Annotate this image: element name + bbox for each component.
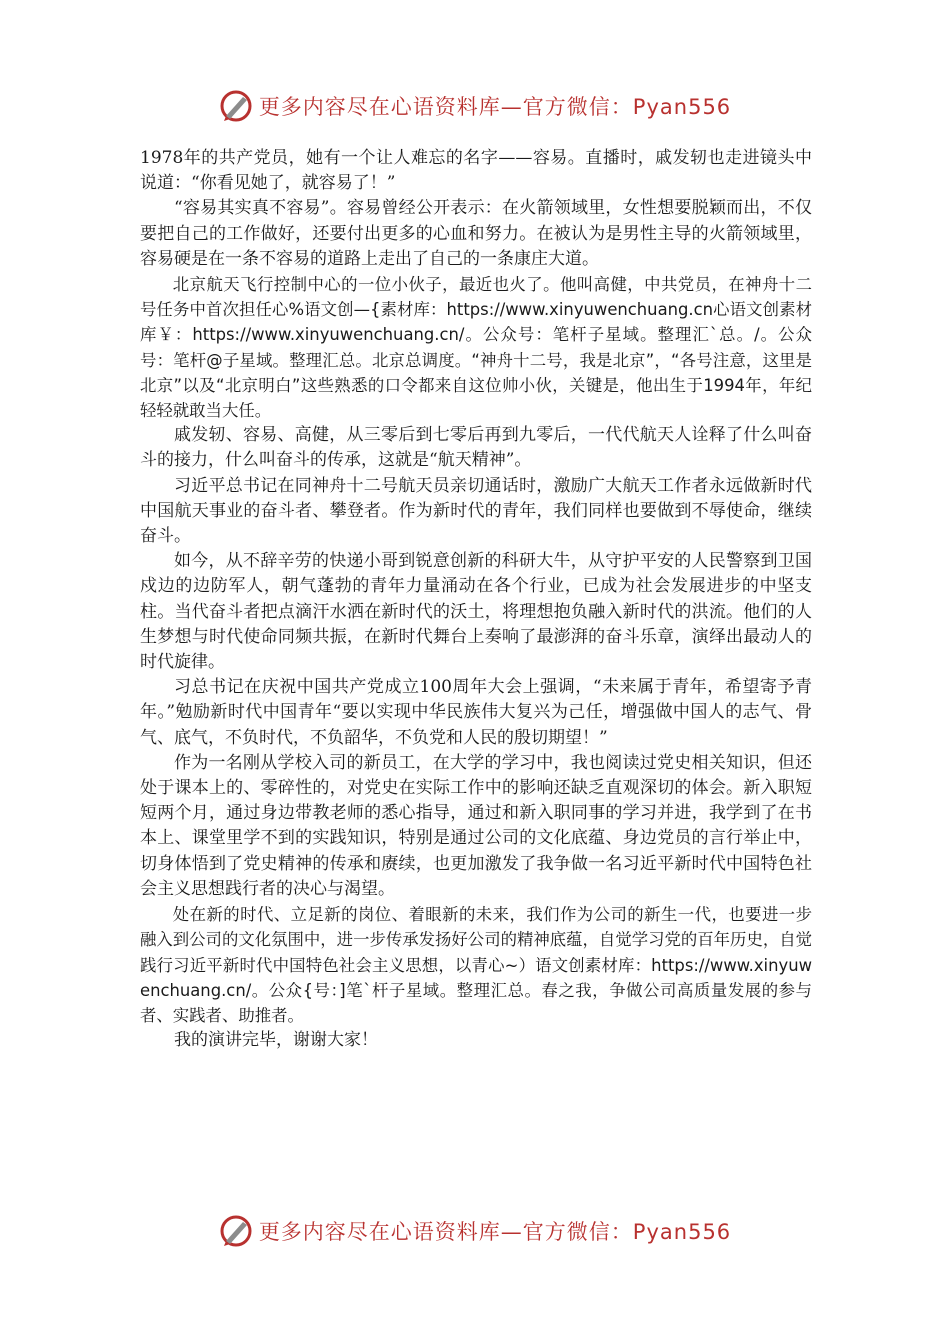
paragraph: 习总书记在庆祝中国共产党成立100周年大会上强调，“未来属于青年，希望寄予青年。”勉励新时代中国青年“要以实现中华民族伟大复兴为己任，增强做中国人的志气、骨气、底气，不负时代，不负韶华，不负党和人民的殷切期望！” <box>140 677 812 748</box>
paragraph: 如今，从不辞辛劳的快递小哥到锐意创新的科研大牛，从守护平安的人民警察到卫国戍边的边防军人，朝气蓬勃的青年力量涌动在各个行业，已成为社会发展进步的中坚支柱。当代奋斗者把点滴汗水洒在新时代的沃土，将理想抱负融入新时代的洪流。他们的人生梦想与时代使命同频共振，在新时代舞台上奏响了最澎湃的奋斗乐章，演绎出最动人的时代旋律。 <box>140 551 812 673</box>
header-banner <box>0 84 950 128</box>
pen-circle-logo-icon <box>219 89 253 123</box>
document-body <box>140 146 812 1053</box>
paragraph: 处在新的时代、立足新的岗位、着眼新的未来，我们作为公司的新生一代，也要进一步融入到公司的文化氛围中，进一步传承发扬好公司的精神底蕴，自觉学习党的百年历史，自觉践行习近平新时代中国特色社会主义思想，以青心~）语文创素材库：https://www.xinyuwenchuang.cn/。公众{号：]笔`杆子星域。整理汇总。春之我，争做公司高质量发展的参与者、实践者、助推者。 <box>140 905 813 1025</box>
paragraph: 习近平总书记在同神舟十二号航天员亲切通话时，激励广大航天工作者永远做新时代中国航天事业的奋斗者、攀登者。作为新时代的青年，我们同样也要做到不辱使命，继续奋斗。 <box>140 475 812 547</box>
paragraph: 戚发轫、容易、高健，从三零后到七零后再到九零后，一代代航天人诠释了什么叫奋斗的接力，什么叫奋斗的传承，这就是“航天精神”。 <box>140 425 812 471</box>
pen-circle-logo-icon <box>219 1214 253 1248</box>
paragraph: 1978年的共产党员，她有一个让人难忘的名字——容易。直播时，戚发轫也走进镜头中说道：“你看见她了，就容易了！” <box>140 148 812 194</box>
paragraph: “容易其实真不容易”。容易曾经公开表示：在火箭领域里，女性想要脱颖而出，不仅要把自己的工作做好，还要付出更多的心血和努力。在被认为是男性主导的火箭领域里，容易硬是在一条不容易的道路上走出了自己的一条康庄大道。 <box>140 198 812 269</box>
paragraph: 北京航天飞行控制中心的一位小伙子，最近也火了。他叫高健，中共党员，在神舟十二号任务中首次担任心%语文创—{素材库：https://www.xinyuwenchuang.cn心语文创素材库￥：https://www.xinyuwenchuang.cn/。公众号：笔杆子星域。整理汇`总。/。公众号：笔杆@子星域。整理汇总。北京总调度。“神舟十二号，我是北京”，“各号注意，这里是北京”以及“北京明白”这些熟悉的口令都来自这位帅小伙，关键是，他出生于1994年，年纪轻轻就敢当大任。 <box>140 275 812 421</box>
footer-banner-text: 更多内容尽在心语资料库—官方微信：Pyan556 <box>258 1220 732 1244</box>
header-banner-text: 更多内容尽在心语资料库—官方微信：Pyan556 <box>258 95 732 119</box>
paragraph: 作为一名刚从学校入司的新员工，在大学的学习中，我也阅读过党史相关知识，但还处于课本上的、零碎性的，对党史在实际工作中的影响还缺乏直观深切的体会。新入职短短两个月，通过身边带教老师的悉心指导，通过和新入职同事的学习并进，我学到了在书本上、课堂里学不到的实践知识，特别是通过公司的文化底蕴、身边党员的言行举止中，切身体悟到了党史精神的传承和赓续，也更加激发了我争做一名习近平新时代中国特色社会主义思想践行者的决心与渴望。 <box>140 752 812 899</box>
footer-banner <box>0 1209 950 1253</box>
paragraph: 我的演讲完毕，谢谢大家！ <box>174 1030 378 1051</box>
